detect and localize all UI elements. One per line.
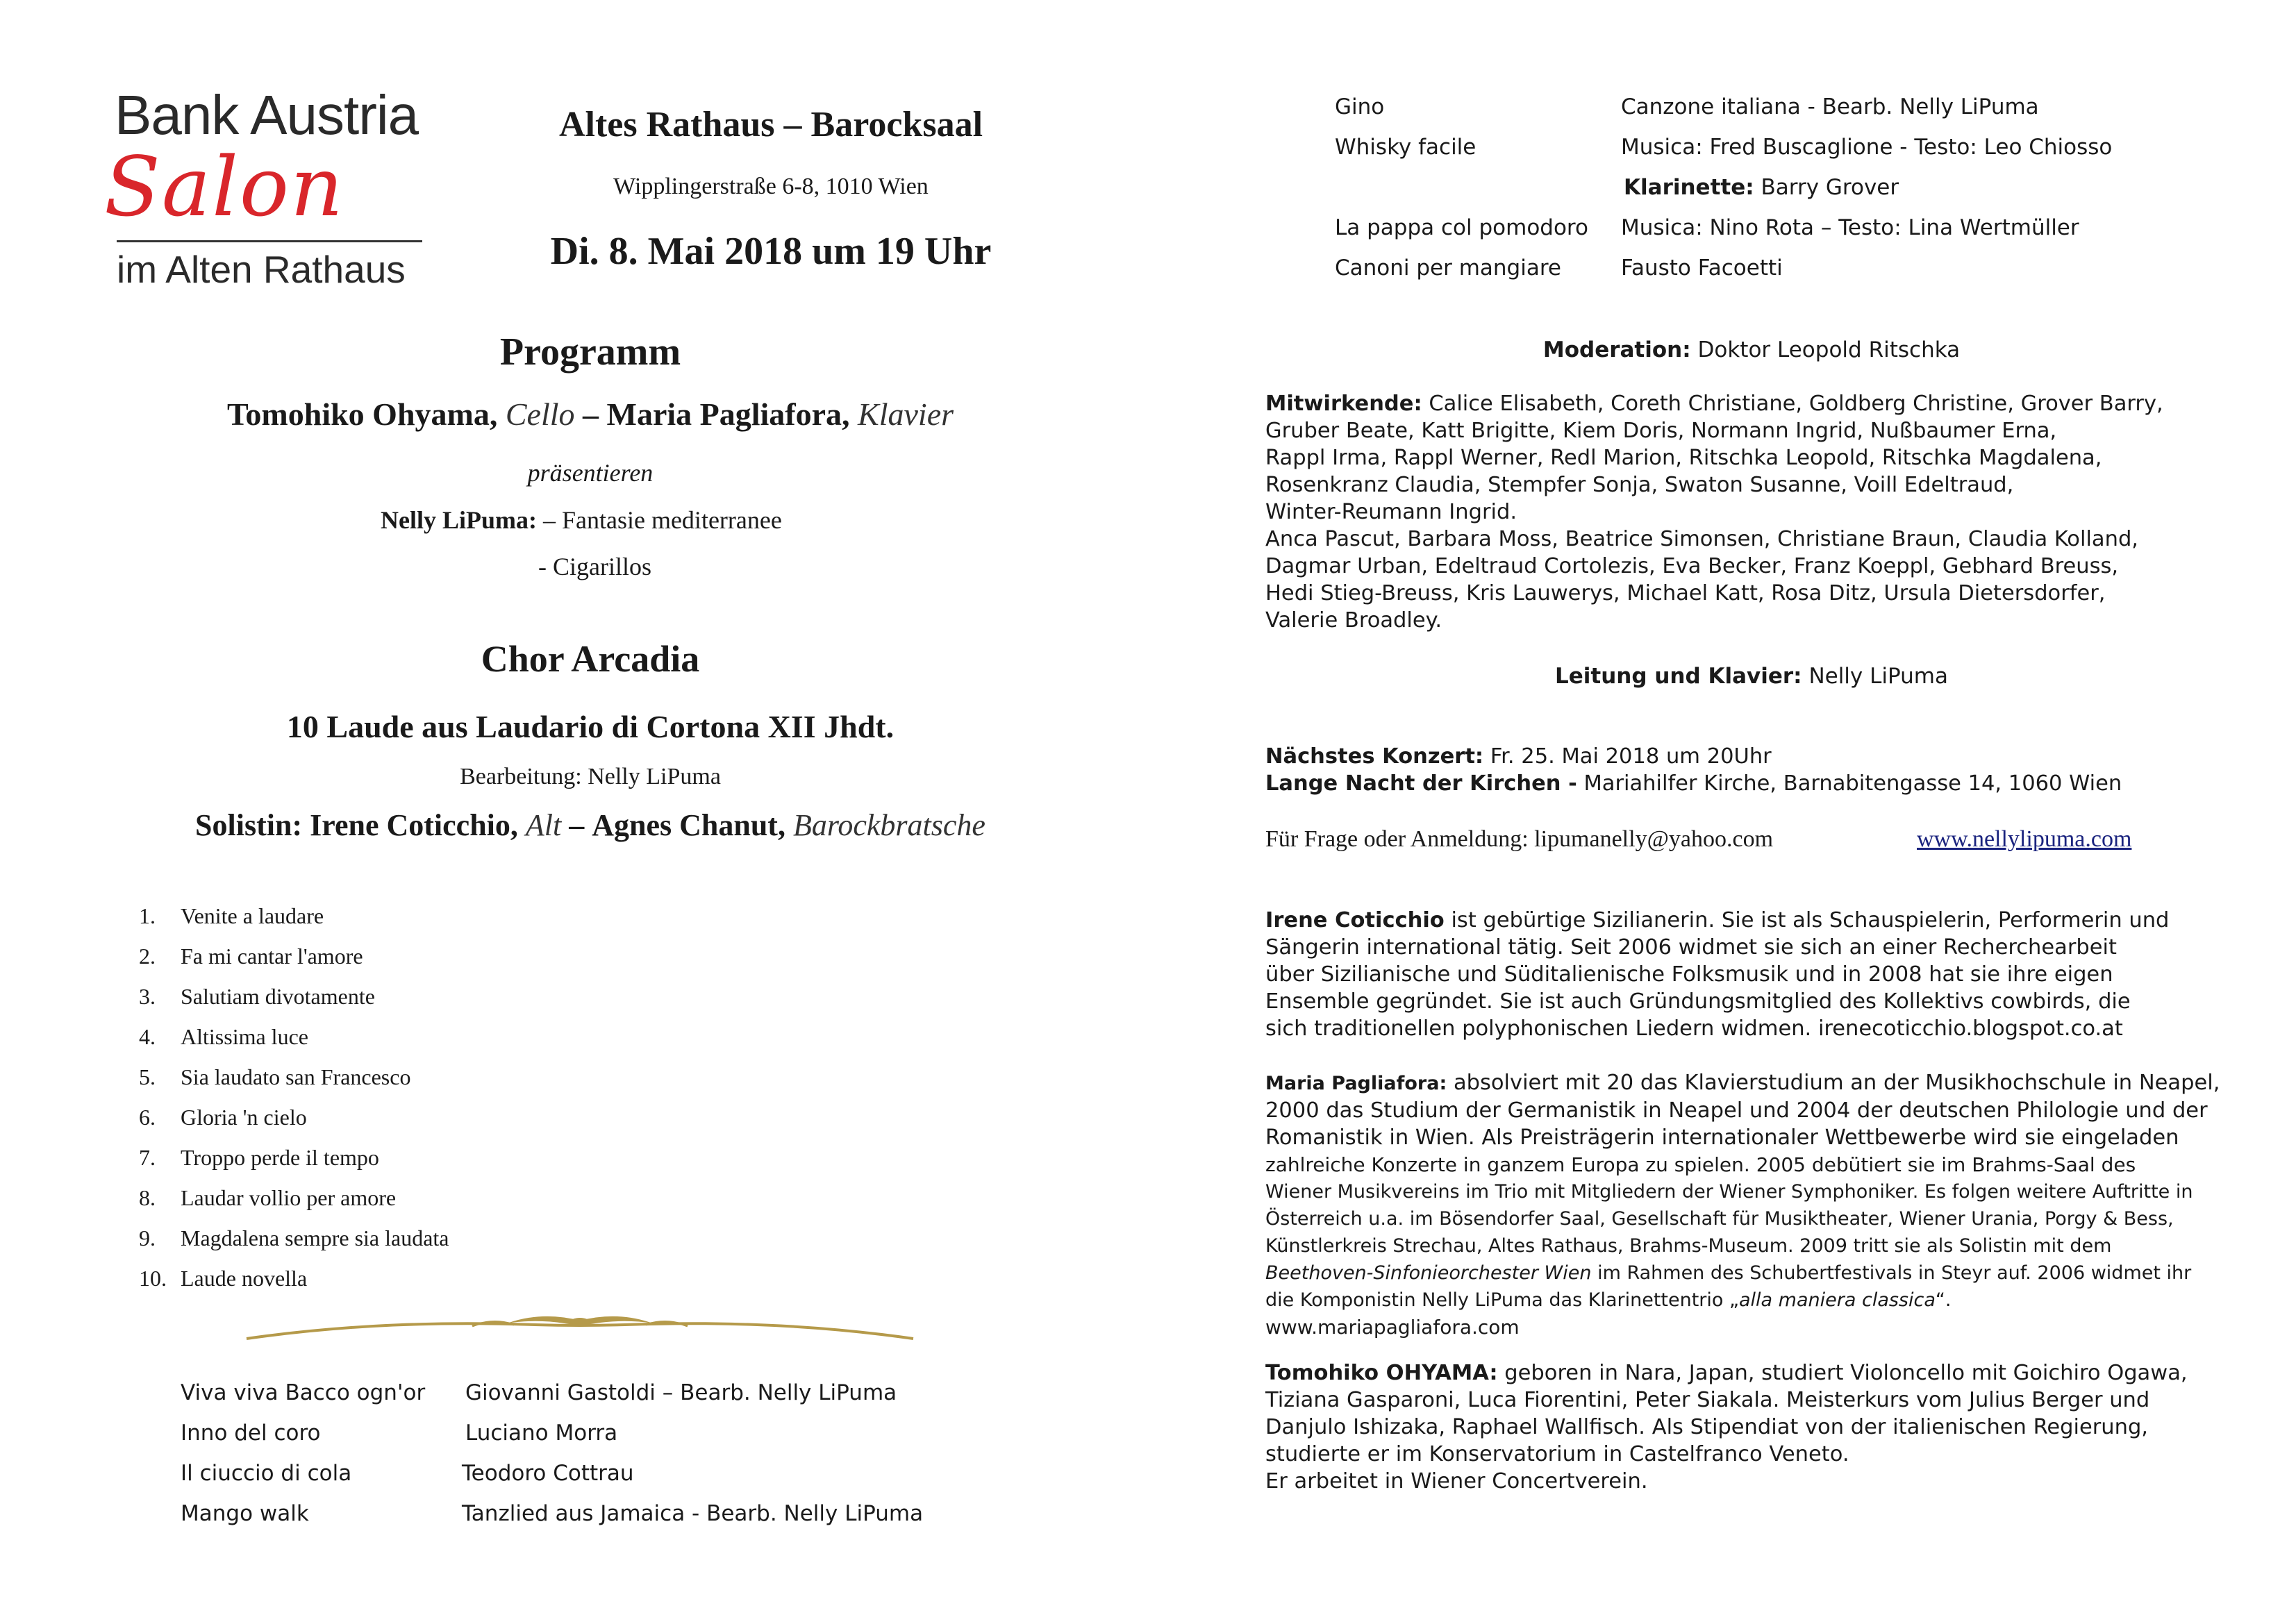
performer-separator: –	[583, 396, 599, 432]
performers-line	[104, 396, 1076, 433]
logo-im-alten-rathaus-text: im Alten Rathaus	[117, 248, 406, 291]
song-title: Mango walk	[181, 1501, 309, 1526]
bio-maria-name: Maria Pagliafora:	[1265, 1073, 1447, 1094]
soloist-separator: –	[569, 808, 585, 842]
song-title: Whisky facile	[1335, 135, 1476, 160]
long-night-label: Lange Nacht der Kirchen -	[1265, 771, 1577, 796]
list-item: 5. Sia laudato san Francesco	[139, 1064, 411, 1089]
list-item: 2. Fa mi cantar l'amore	[139, 944, 363, 969]
song-credit: Teodoro Cottrau	[462, 1461, 634, 1486]
song-credit: Klarinette: Barry Grover	[1624, 175, 1899, 200]
event-date: Di. 8. Mai 2018 um 19 Uhr	[550, 230, 992, 273]
song-title: Canoni per mangiare	[1335, 256, 1561, 281]
soloist2-name: Agnes Chanut,	[592, 808, 785, 842]
soloist1-name: Solistin: Irene Coticchio,	[195, 808, 518, 842]
soloist2-instrument: Barockbratsche	[792, 808, 985, 842]
venue-address: Wipplingerstraße 6-8, 1010 Wien	[613, 174, 929, 199]
contact-text: Für Frage oder Anmeldung: lipumanelly@yahoo.com	[1265, 826, 1774, 852]
presents-text: präsentieren	[527, 459, 654, 487]
bio-tomohiko: Tomohiko OHYAMA: geboren in Nara, Japan, studiert Violoncello mit Goichiro Ogawa, Tiziana Gasparoni, Luca Fiorentini, Peter Siakala. Meisterkurs vom Julius Berger und Danjulo Ishizaka, Raphael Wallfisch. Als Stipendiat von der italienischen Regierung, studierte er im Konservatorium in Castelfranco Veneto. Er arbeitet in Wiener Concertverein.	[1265, 1361, 2188, 1493]
performer2-instrument: Klavier	[858, 396, 954, 432]
list-item: 9. Magdalena sempre sia laudata	[139, 1225, 449, 1250]
song-title: Gino	[1335, 94, 1385, 119]
next-concert-block: Nächstes Konzert: Fr. 25. Mai 2018 um 20Uhr Lange Nacht der Kirchen - Mariahilfer Kirche, Barnabitengasse 14, 1060 Wien	[1265, 744, 2122, 796]
song-credit: Musica: Nino Rota – Testo: Lina Wertmüller	[1621, 215, 2079, 240]
composer-piece-line-1	[381, 505, 782, 535]
next-concert-label: Nächstes Konzert:	[1265, 744, 1484, 769]
song-credit: Musica: Fred Buscaglione - Testo: Leo Chiosso	[1621, 135, 2113, 160]
bio-maria: Maria Pagliafora: absolviert mit 20 das Klavierstudium an der Musikhochschule in Neapel, 2000 das Studium der Germanistik in Neapel und 2004 der deutschen Philologie und der Romanistik in Wien. Als Preisträgerin internationaler Wettbewerbe wird sie eingeladen zahlreiche Konzerte in ganzem Europa zu spielen. 2005 debütiert sie im Brahms-Saal des Wiener Musikvereins im Trio mit Mitgliedern der Wiener Symphoniker. Es folgen weitere Auftritte in Österreich u.a. im Bösendorfer Saal, Gesellschaft für Musiktheater, Wiener Urania, Porgy & Bess, Künstlerkreis Strechau, Altes Rathaus, Brahms-Museum. 2009 tritt sie als Solistin mit dem Beethoven-Sinfonieorchester Wien im Rahmen des Schubertfestivals in Steyr auf. 2006 widmet ihr die Komponistin Nelly LiPuma das Klarinettentrio „alla maniera classica“. www.mariapagliafora.com	[1265, 1071, 2220, 1339]
orchestra-name: Beethoven-Sinfonieorchester Wien	[1265, 1262, 1592, 1284]
list-item: 1. Venite a laudare	[139, 903, 324, 928]
list-item: 3. Salutiam divotamente	[139, 984, 375, 1009]
list-item: 8. Laudar vollio per amore	[139, 1185, 397, 1210]
performer2-name: Maria Pagliafora,	[606, 396, 850, 432]
song-credit: Tanzlied aus Jamaica - Bearb. Nelly LiPuma	[462, 1501, 924, 1526]
song-credit: Luciano Morra	[465, 1421, 618, 1446]
piece-cigarillos: - Cigarillos	[538, 553, 651, 580]
choir-arrangement: Bearbeitung: Nelly LiPuma	[460, 764, 721, 789]
song-title: Il ciuccio di cola	[181, 1461, 352, 1486]
logo-salon-script-text: Salon	[104, 139, 344, 235]
leitung-value: Nelly LiPuma	[1808, 664, 1948, 689]
song-credit: Fausto Facoetti	[1621, 256, 1783, 281]
choir-heading: Chor Arcadia	[481, 638, 700, 680]
logo-divider	[117, 240, 422, 242]
moderation-line	[1265, 337, 2238, 362]
laude-list	[139, 896, 449, 1298]
song-title: Inno del coro	[181, 1421, 321, 1446]
list-item: 4. Altissima luce	[139, 1024, 308, 1049]
leitung-label: Leitung und Klavier:	[1555, 664, 1802, 689]
piece-fantasie: – Fantasie mediterranee	[542, 506, 782, 534]
bio-irene: Irene Coticchio ist gebürtige Sizilianerin. Sie ist als Schauspielerin, Performerin und Sängerin international tätig. Seit 2006 widmet sie sich an einer Recherchearbeit über Sizilianische und Süditalienische Folksmusik und in 2008 hat sie ihre eigen Ensemble gegründet. Sie ist auch Gründungsmitglied des Kollektivs cowbirds, die sich traditionellen polyphonischen Liedern widmen. irenecoticchio.blogspot.co.at	[1265, 908, 2170, 1041]
soloist1-voice: Alt	[525, 808, 562, 842]
list-item: 7. Troppo perde il tempo	[139, 1145, 379, 1170]
list-item: 6. Gloria 'n cielo	[139, 1105, 307, 1130]
performer1-instrument: Cello	[505, 396, 575, 432]
moderation-value: Doktor Leopold Ritschka	[1697, 337, 1961, 362]
decorative-ornament-divider	[243, 1305, 917, 1347]
leitung-line	[1265, 664, 2238, 689]
website-link[interactable]: www.nellylipuma.com	[1917, 826, 2132, 852]
song-credit: Giovanni Gastoldi – Bearb. Nelly LiPuma	[465, 1380, 897, 1405]
choir-work-title: 10 Laude aus Laudario di Cortona XII Jhdt.	[286, 709, 895, 744]
composer-name: Nelly LiPuma:	[381, 506, 537, 534]
song-title: Viva viva Bacco ogn'or	[181, 1380, 426, 1405]
bank-austria-salon-logo	[104, 83, 431, 292]
bio-tomohiko-name: Tomohiko OHYAMA:	[1265, 1361, 1498, 1385]
performer1-name: Tomohiko Ohyama,	[226, 396, 498, 432]
moderation-label: Moderation:	[1542, 337, 1691, 362]
participants-block: Mitwirkende: Calice Elisabeth, Coreth Christiane, Goldberg Christine, Grover Barry, Gruber Beate, Katt Brigitte, Kiem Doris, Normann Ingrid, Nußbaumer Erna, Rappl Irma, Rappl Werner, Redl Marion, Ritschka Leopold, Ritschka Magdalena, Rosenkranz Claudia, Stempfer Sonja, Swaton Susanne, Voill Edeltraud, Winter-Reumann Ingrid. Anca Pascut, Barbara Moss, Beatrice Simonsen, Christiane Braun, Claudia Kolland, Dagmar Urban, Edeltraud Cortolezis, Eva Becker, Franz Koeppl, Gebhard Breuss, Hedi Stieg-Breuss, Kris Lauwerys, Michael Katt, Rosa Ditz, Ursula Dietersdorfer, Valerie Broadley.	[1265, 392, 2163, 633]
song-title: La pappa col pomodoro	[1335, 215, 1588, 240]
logo-bank-austria-text: Bank Austria	[115, 84, 419, 146]
soloists-line	[104, 807, 1076, 843]
song-credit: Canzone italiana - Bearb. Nelly LiPuma	[1621, 94, 2039, 119]
participants-label: Mitwirkende:	[1265, 392, 1422, 416]
bio-irene-name: Irene Coticchio	[1265, 908, 1445, 932]
list-item: 10. Laude novella	[139, 1266, 308, 1291]
venue-title: Altes Rathaus – Barocksaal	[558, 105, 983, 144]
program-heading: Programm	[499, 330, 681, 374]
